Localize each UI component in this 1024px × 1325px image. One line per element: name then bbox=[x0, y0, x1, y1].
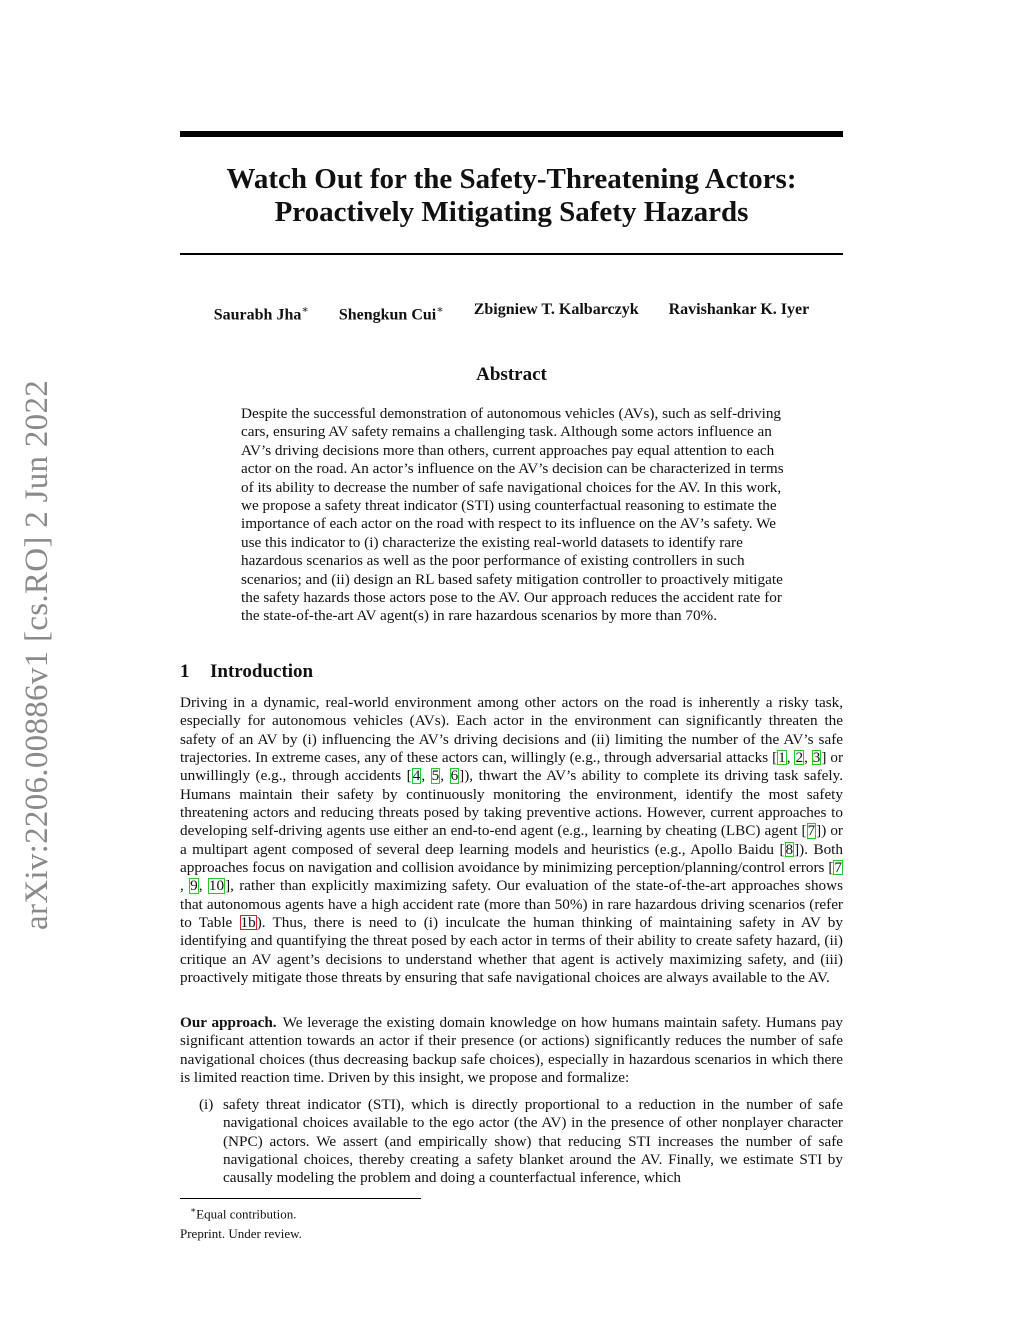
author-name: Ravishankar K. Iyer bbox=[668, 301, 810, 318]
citation-link[interactable]: 3 bbox=[812, 749, 821, 767]
footnote bbox=[190, 1202, 297, 1222]
intro-text: , bbox=[786, 749, 795, 767]
abstract-heading: Abstract bbox=[476, 364, 547, 385]
intro-text: ). Thus, there is need to (i) inculcate the human thinking of maintaining safety in AV by identifying and quantifying the threat posed by each actor in terms of their ability to create safety hazard, (ii) critique an AV agent’s decisions to understand whether that agent is actively maximizing safety, and (iii) proactively mitigate those threats by ensuring that safe navigational choices are always available to the AV. bbox=[180, 914, 843, 987]
intro-text: ]), thwart the AV’s ability to complete its driving task safely. Humans maintain their safety by continuously monitoring the environment, identify the most safety threatening actors and reducing threats posed by taking preventive actions. However, current approaches to developing self-driving agents use either an end-to-end agent (e.g., learning by cheating (LBC) agent [ bbox=[180, 767, 844, 840]
author bbox=[669, 300, 810, 325]
intro-text: , bbox=[804, 749, 812, 767]
citation-link[interactable]: 6 bbox=[450, 767, 459, 785]
abstract-body: Despite the successful demonstration of autonomous vehicles (AVs), such as self-driving cars, ensuring AV safety remains a challenging task. Although some actors influence an AV’s driving decisions more than others, current approaches pay equal attention to each actor on the road. An actor’s influence on the AV’s decision can be characterized in terms of its ability to decrease the number of safe navigational choices for the AV. In this work, we propose a safety threat indicator (STI) using counterfactual reasoning to estimate the importance of each actor on the road with respect to its influence on the AV’s safety. We use this indicator to (i) characterize the existing real-world datasets to identify rare hazardous scenarios as well as the poor performance of existing controllers in such scenarios; and (ii) design an RL based safety mitigation controller to proactively mitigate the safety hazards those actors pose to the AV. Our approach reduces the accident rate for the state-of-the-art AV agent(s) in rare hazardous scenarios by more than 70%. bbox=[241, 405, 784, 625]
author-name: Zbigniew T. Kalbarczyk bbox=[473, 301, 639, 318]
intro-text: , bbox=[440, 767, 450, 785]
citation-link[interactable]: 8 bbox=[785, 840, 794, 858]
citation-link[interactable]: 4 bbox=[412, 767, 421, 785]
list-item bbox=[180, 1096, 843, 1188]
section-heading bbox=[180, 661, 843, 683]
intro-text: ], rather than explicitly maximizing safety. Our evaluation of the state-of-the-art approaches shows that autonomous agents have a high accident rate (more than 50%) in rare hazardous driving scenarios (refer to Table bbox=[180, 877, 844, 932]
approach-body: We leverage the existing domain knowledge on how humans maintain safety. Humans pay significant attention towards an actor if their presence (or actions) significantly reduces the number of safe navigational choices (thus decreasing backup safe choices), especially in hazardous scenarios in which there is limited reaction time. Driven by this insight, we propose and formalize: bbox=[180, 1014, 843, 1087]
list-item-text: safety threat indicator (STI), which is directly proportional to a reduction in the number of safe navigational choices available to the ego actor (the AV) in the presence of other nonplayer character (NPC) actors. We assert (and empirically show) that reducing STI increases the number of safe navigational choices, thereby creating a safety blanket around the AV. Finally, we estimate STI by causally modeling the problem and doing a counterfactual inference, which bbox=[223, 1096, 843, 1187]
section-number: 1 bbox=[180, 661, 190, 682]
author-name: Saurabh Jha bbox=[213, 306, 302, 324]
paragraph-lead: Our approach. bbox=[180, 1014, 277, 1031]
introduction-paragraph bbox=[180, 694, 843, 988]
footnote-text: Equal contribution. bbox=[196, 1206, 297, 1222]
paper-title-line-2: Proactively Mitigating Safety Hazards bbox=[274, 196, 749, 228]
table-reference-link[interactable]: 1b bbox=[240, 914, 256, 932]
intro-text: , bbox=[198, 877, 208, 895]
arxiv-identifier-sidebar bbox=[12, 360, 62, 930]
intro-text: , bbox=[180, 877, 190, 895]
intro-text: , bbox=[421, 767, 431, 785]
title-rule-bottom bbox=[180, 253, 843, 255]
paper-title-line-1: Watch Out for the Safety-Threatening Actors: bbox=[226, 163, 797, 195]
paper-title bbox=[180, 163, 843, 229]
author-name: Shengkun Cui bbox=[338, 306, 437, 324]
author bbox=[474, 300, 639, 325]
author bbox=[339, 300, 444, 325]
arxiv-identifier: arXiv:2206.00886v1 [cs.RO] 2 Jun 2022 bbox=[19, 379, 55, 930]
our-approach-paragraph bbox=[180, 1014, 843, 1087]
footnote-mark: ∗ bbox=[190, 1205, 197, 1215]
author-mark: ∗ bbox=[436, 304, 444, 316]
citation-link[interactable]: 9 bbox=[190, 877, 198, 895]
author-mark: ∗ bbox=[301, 304, 309, 316]
footnote-rule bbox=[180, 1198, 421, 1199]
intro-text: Driving in a dynamic, real-world environment among other actors on the road is inherently a risky task, especially for autonomous vehicles (AVs). Each actor in the environment can significantly threaten the safety of an AV by (i) influencing the AV’s driving decisions and (ii) limiting the number of the AV’s safe trajectories. In extreme cases, any of these actors can, willingly (e.g., through adversarial attacks [ bbox=[180, 694, 843, 767]
author-list bbox=[180, 300, 843, 325]
list-item-label: (i) bbox=[199, 1096, 214, 1113]
citation-link[interactable]: 7 bbox=[834, 859, 842, 877]
section-title: Introduction bbox=[210, 661, 314, 682]
citation-link[interactable]: 2 bbox=[795, 749, 804, 767]
intro-text: ]) or a multipart agent composed of several deep learning models and heuristics (e.g., Apollo Baidu [ bbox=[180, 822, 843, 858]
author bbox=[214, 300, 309, 325]
intro-text: ] or unwillingly (e.g., through accidents [ bbox=[180, 749, 844, 785]
preprint-status: Preprint. Under review. bbox=[180, 1226, 302, 1241]
title-rule-top bbox=[180, 131, 843, 137]
citation-link[interactable]: 7 bbox=[807, 822, 816, 840]
citation-link[interactable]: 1 bbox=[778, 749, 786, 767]
intro-text: ]). Both approaches focus on navigation and collision avoidance by minimizing perception/planning/control errors [ bbox=[180, 840, 843, 877]
citation-link[interactable]: 10 bbox=[208, 877, 225, 895]
citation-link[interactable]: 5 bbox=[431, 767, 440, 785]
